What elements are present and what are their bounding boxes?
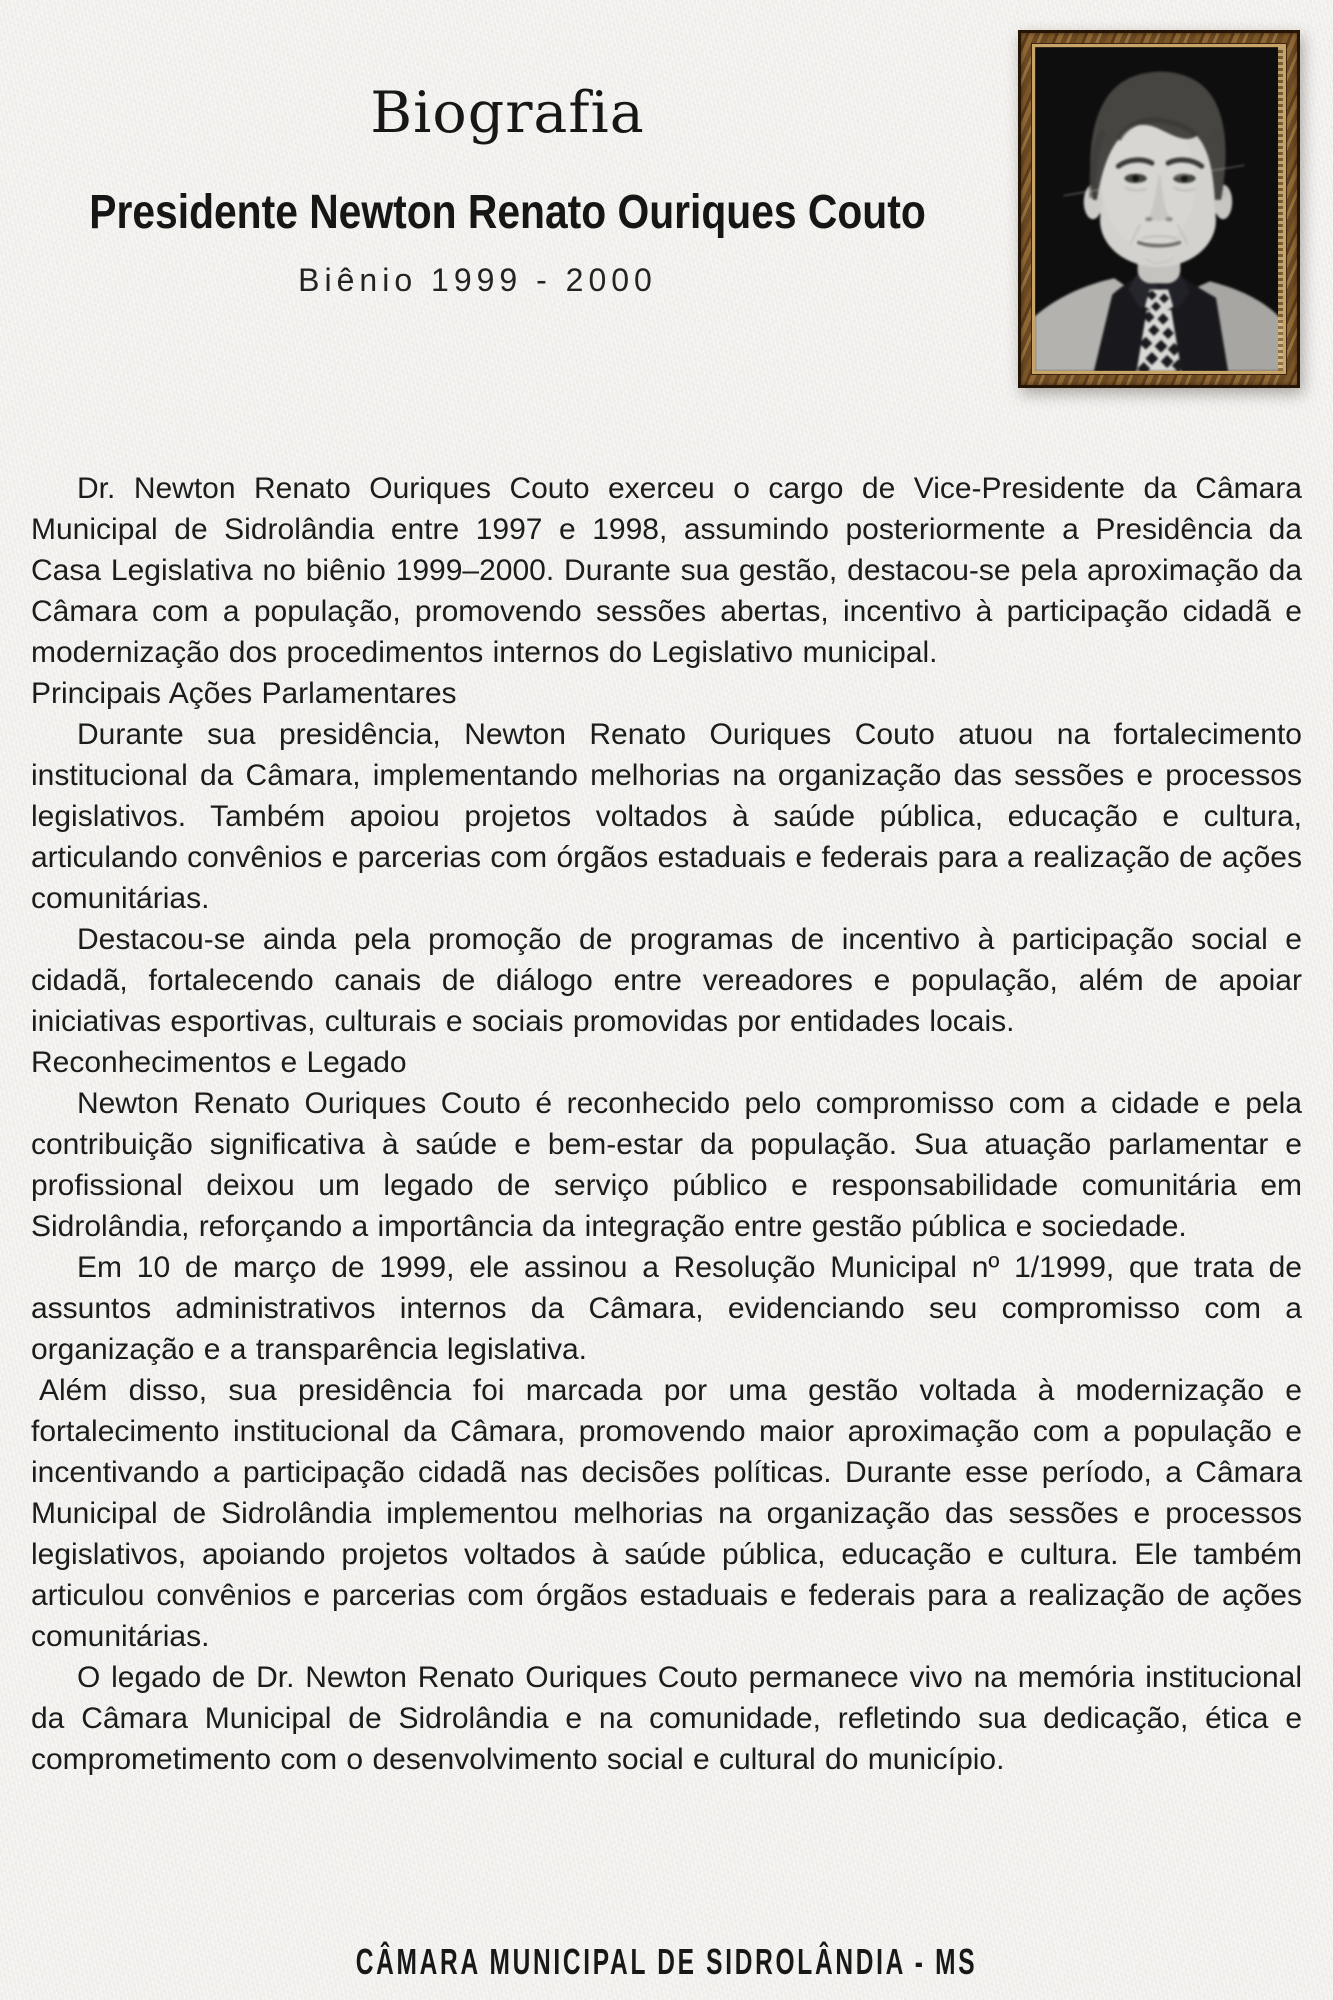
section-label-legado: Reconhecimentos e Legado	[31, 1046, 407, 1079]
paragraph-legado-final: O legado de Dr. Newton Renato Ouriques Couto permanece vivo na memória institucional da Câmara Municipal de Sidrolândia e na comunidade, refletindo sua dedicação, ética e comprometimento com o desenvolvimento social e cultural do município.	[31, 1661, 1302, 1776]
portrait-frame	[1018, 30, 1300, 388]
page-title: Biografia	[370, 80, 645, 146]
paragraph-presidencia: Durante sua presidência, Newton Renato Ouriques Couto atuou na fortalecimento institucional da Câmara, implementando melhorias na organização das sessões e processos legislativos. Também apoiou projetos voltados à saúde pública, educação e cultura, articulando convênios e parcerias com órgãos estaduais e federais para a realização de ações comunitárias.	[31, 718, 1302, 915]
footer-banner: CÂMARA MUNICIPAL DE SIDROLÂNDIA - MS	[355, 1941, 978, 1982]
paragraph-destaque: Destacou-se ainda pela promoção de programas de incentivo à participação social e cidadã, fortalecendo canais de diálogo entre vereadores e população, além de apoiar iniciativas esportivas, culturais e sociais promovidas por entidades locais.	[31, 923, 1302, 1038]
section-label-acoes: Principais Ações Parlamentares	[31, 677, 457, 710]
frame-bead-ornament	[1278, 47, 1283, 371]
paragraph-alem-disso: Além disso, sua presidência foi marcada por uma gestão voltada à modernização e fortalecimento institucional da Câmara, promovendo maior aproximação com a população e incentivando a participação cidadã nas decisões políticas. Durante esse período, a Câmara Municipal de Sidrolândia implementou melhorias na organização das sessões e processos legislativos, apoiando projetos voltados à saúde pública, educação e cultura. Ele também articulou convênios e parcerias com órgãos estaduais e federais para a realização de ações comunitárias.	[31, 1374, 1302, 1653]
term-subtitle: Biênio 1999 - 2000	[298, 262, 657, 298]
paragraph-intro: Dr. Newton Renato Ouriques Couto exerceu o cargo de Vice-Presidente da Câmara Municipal de Sidrolândia entre 1997 e 1998, assumindo posteriormente a Presidência da Casa Legislativa no biênio 1999–2000. Durante sua gestão, destacou-se pela aproximação da Câmara com a população, promovendo sessões abertas, incentivo à participação cidadã e modernização dos procedimentos internos do Legislativo municipal.	[31, 472, 1302, 669]
biography-text	[31, 468, 1302, 1780]
portrait-illustration	[1035, 47, 1283, 371]
paragraph-resolucao: Em 10 de março de 1999, ele assinou a Resolução Municipal nº 1/1999, que trata de assuntos administrativos internos da Câmara, evidenciando seu compromisso com a organização e a transparência legislativa.	[31, 1251, 1302, 1366]
president-name-heading: Presidente Newton Renato Ouriques Couto	[89, 186, 926, 239]
paragraph-reconhecido: Newton Renato Ouriques Couto é reconhecido pelo compromisso com a cidade e pela contribuição significativa à saúde e bem-estar da população. Sua atuação parlamentar e profissional deixou um legado de serviço público e responsabilidade comunitária em Sidrolândia, reforçando a importância da integração entre gestão pública e sociedade.	[31, 1087, 1302, 1243]
portrait-photo	[1032, 44, 1286, 374]
